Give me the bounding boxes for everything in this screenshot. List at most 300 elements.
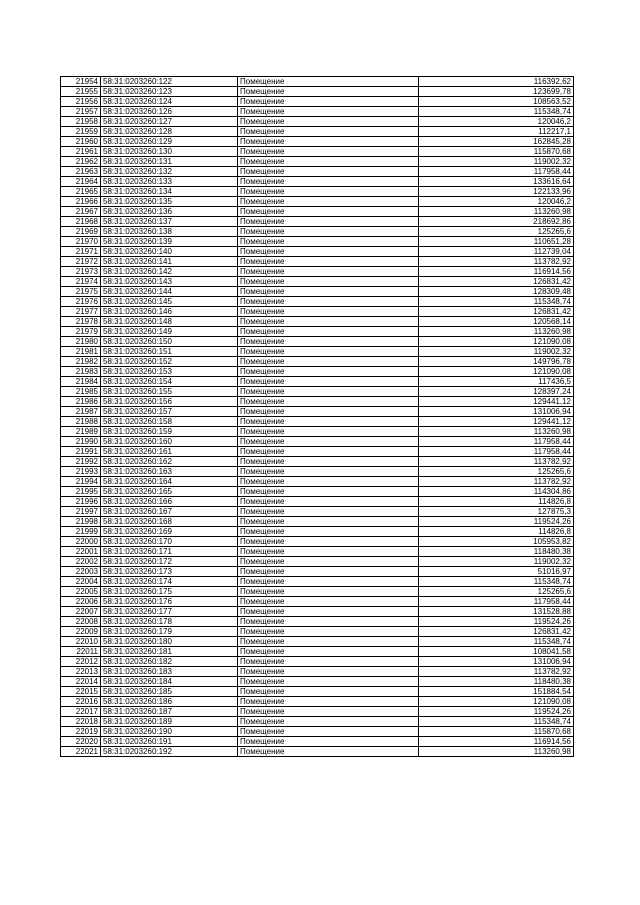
cadastral-value-cell: 112217,1 [419,127,574,137]
object-type-cell: Помещение [238,387,419,397]
table-row [61,737,574,747]
table-row [61,247,574,257]
row-number-cell: 21978 [61,317,101,327]
cadastral-value-cell: 162845,28 [419,137,574,147]
cadastral-value-cell: 114304,86 [419,487,574,497]
table-row [61,87,574,97]
row-number-cell: 21954 [61,77,101,87]
cadastral-value-cell: 117958,44 [419,437,574,447]
row-number-cell: 21983 [61,367,101,377]
object-type-cell: Помещение [238,477,419,487]
cadastral-number-cell: 58:31:0203260:192 [101,747,238,757]
cadastral-value-cell: 116914,56 [419,267,574,277]
row-number-cell: 22006 [61,597,101,607]
cadastral-number-cell: 58:31:0203260:134 [101,187,238,197]
object-type-cell: Помещение [238,267,419,277]
cadastral-value-cell: 121090,08 [419,697,574,707]
cadastral-number-cell: 58:31:0203260:183 [101,667,238,677]
object-type-cell: Помещение [238,437,419,447]
table-row [61,717,574,727]
cadastral-value-cell: 126831,42 [419,307,574,317]
table-row [61,227,574,237]
cadastral-number-cell: 58:31:0203260:154 [101,377,238,387]
table-row [61,497,574,507]
table-row [61,607,574,617]
row-number-cell: 22004 [61,577,101,587]
cadastral-number-cell: 58:31:0203260:156 [101,397,238,407]
table-row [61,77,574,87]
cadastral-number-cell: 58:31:0203260:160 [101,437,238,447]
row-number-cell: 21965 [61,187,101,197]
object-type-cell: Помещение [238,527,419,537]
cadastral-number-cell: 58:31:0203260:149 [101,327,238,337]
cadastral-value-cell: 125265,6 [419,587,574,597]
row-number-cell: 21986 [61,397,101,407]
object-type-cell: Помещение [238,337,419,347]
cadastral-value-cell: 131006,94 [419,407,574,417]
row-number-cell: 21964 [61,177,101,187]
table-row [61,267,574,277]
cadastral-value-cell: 149796,78 [419,357,574,367]
object-type-cell: Помещение [238,607,419,617]
cadastral-number-cell: 58:31:0203260:182 [101,657,238,667]
cadastral-value-cell: 118480,38 [419,677,574,687]
row-number-cell: 21955 [61,87,101,97]
table-row [61,427,574,437]
cadastral-value-cell: 115870,68 [419,147,574,157]
object-type-cell: Помещение [238,707,419,717]
row-number-cell: 21963 [61,167,101,177]
cadastral-number-cell: 58:31:0203260:143 [101,277,238,287]
cadastral-number-cell: 58:31:0203260:173 [101,567,238,577]
object-type-cell: Помещение [238,347,419,357]
object-type-cell: Помещение [238,487,419,497]
object-type-cell: Помещение [238,567,419,577]
object-type-cell: Помещение [238,297,419,307]
table-row [61,137,574,147]
object-type-cell: Помещение [238,197,419,207]
object-type-cell: Помещение [238,277,419,287]
object-type-cell: Помещение [238,637,419,647]
cadastral-value-cell: 112739,04 [419,247,574,257]
row-number-cell: 21974 [61,277,101,287]
table-row [61,627,574,637]
cadastral-number-cell: 58:31:0203260:178 [101,617,238,627]
table-row [61,417,574,427]
cadastral-number-cell: 58:31:0203260:138 [101,227,238,237]
cadastral-table [60,76,574,757]
table-row [61,657,574,667]
cadastral-number-cell: 58:31:0203260:145 [101,297,238,307]
table-row [61,167,574,177]
row-number-cell: 22005 [61,587,101,597]
row-number-cell: 21960 [61,137,101,147]
row-number-cell: 21966 [61,197,101,207]
row-number-cell: 22008 [61,617,101,627]
cadastral-value-cell: 117436,5 [419,377,574,387]
row-number-cell: 22002 [61,557,101,567]
row-number-cell: 21959 [61,127,101,137]
cadastral-value-cell: 126831,42 [419,277,574,287]
table-row [61,477,574,487]
cadastral-value-cell: 117958,44 [419,167,574,177]
cadastral-number-cell: 58:31:0203260:151 [101,347,238,357]
table-row [61,107,574,117]
cadastral-value-cell: 119524,26 [419,707,574,717]
table-row [61,707,574,717]
object-type-cell: Помещение [238,467,419,477]
row-number-cell: 21997 [61,507,101,517]
cadastral-number-cell: 58:31:0203260:155 [101,387,238,397]
object-type-cell: Помещение [238,367,419,377]
table-row [61,507,574,517]
row-number-cell: 21973 [61,267,101,277]
cadastral-value-cell: 115348,74 [419,107,574,117]
cadastral-value-cell: 113782,92 [419,257,574,267]
table-row [61,397,574,407]
table-row [61,667,574,677]
row-number-cell: 22015 [61,687,101,697]
row-number-cell: 21980 [61,337,101,347]
cadastral-value-cell: 51016,97 [419,567,574,577]
row-number-cell: 21989 [61,427,101,437]
cadastral-value-cell: 128397,24 [419,387,574,397]
object-type-cell: Помещение [238,627,419,637]
cadastral-value-cell: 113260,98 [419,327,574,337]
table-row [61,287,574,297]
cadastral-value-cell: 118480,38 [419,547,574,557]
cadastral-number-cell: 58:31:0203260:127 [101,117,238,127]
table-row [61,187,574,197]
table-row [61,297,574,307]
cadastral-number-cell: 58:31:0203260:190 [101,727,238,737]
cadastral-value-cell: 105953,82 [419,537,574,547]
cadastral-value-cell: 110651,28 [419,237,574,247]
cadastral-value-cell: 127875,3 [419,507,574,517]
object-type-cell: Помещение [238,517,419,527]
table-row [61,277,574,287]
table-row [61,97,574,107]
cadastral-number-cell: 58:31:0203260:132 [101,167,238,177]
cadastral-number-cell: 58:31:0203260:191 [101,737,238,747]
table-row [61,677,574,687]
row-number-cell: 21991 [61,447,101,457]
object-type-cell: Помещение [238,227,419,237]
row-number-cell: 21958 [61,117,101,127]
table-row [61,547,574,557]
object-type-cell: Помещение [238,427,419,437]
cadastral-number-cell: 58:31:0203260:122 [101,77,238,87]
row-number-cell: 21957 [61,107,101,117]
table-row [61,337,574,347]
table-row [61,327,574,337]
object-type-cell: Помещение [238,647,419,657]
table-row [61,307,574,317]
cadastral-number-cell: 58:31:0203260:169 [101,527,238,537]
table-row [61,147,574,157]
table-row [61,587,574,597]
table-row [61,387,574,397]
cadastral-number-cell: 58:31:0203260:150 [101,337,238,347]
cadastral-number-cell: 58:31:0203260:163 [101,467,238,477]
table-row [61,687,574,697]
cadastral-number-cell: 58:31:0203260:159 [101,427,238,437]
table-row [61,447,574,457]
table-row [61,527,574,537]
cadastral-number-cell: 58:31:0203260:140 [101,247,238,257]
cadastral-value-cell: 125265,6 [419,467,574,477]
table-row [61,197,574,207]
cadastral-value-cell: 119524,26 [419,517,574,527]
table-row [61,347,574,357]
cadastral-value-cell: 129441,12 [419,397,574,407]
cadastral-value-cell: 113260,98 [419,427,574,437]
object-type-cell: Помещение [238,577,419,587]
object-type-cell: Помещение [238,127,419,137]
cadastral-number-cell: 58:31:0203260:129 [101,137,238,147]
cadastral-number-cell: 58:31:0203260:131 [101,157,238,167]
cadastral-value-cell: 113260,98 [419,747,574,757]
cadastral-value-cell: 119002,32 [419,157,574,167]
row-number-cell: 21969 [61,227,101,237]
object-type-cell: Помещение [238,357,419,367]
row-number-cell: 22010 [61,637,101,647]
cadastral-value-cell: 117958,44 [419,597,574,607]
object-type-cell: Помещение [238,677,419,687]
row-number-cell: 21993 [61,467,101,477]
cadastral-value-cell: 115870,68 [419,727,574,737]
row-number-cell: 21962 [61,157,101,167]
object-type-cell: Помещение [238,657,419,667]
row-number-cell: 21999 [61,527,101,537]
row-number-cell: 22011 [61,647,101,657]
cadastral-value-cell: 218692,86 [419,217,574,227]
object-type-cell: Помещение [238,207,419,217]
row-number-cell: 22012 [61,657,101,667]
cadastral-number-cell: 58:31:0203260:162 [101,457,238,467]
table-row [61,457,574,467]
row-number-cell: 22007 [61,607,101,617]
object-type-cell: Помещение [238,237,419,247]
table-row [61,637,574,647]
row-number-cell: 21987 [61,407,101,417]
row-number-cell: 21982 [61,357,101,367]
object-type-cell: Помещение [238,507,419,517]
row-number-cell: 21961 [61,147,101,157]
cadastral-number-cell: 58:31:0203260:137 [101,217,238,227]
row-number-cell: 22020 [61,737,101,747]
cadastral-number-cell: 58:31:0203260:176 [101,597,238,607]
cadastral-value-cell: 115348,74 [419,717,574,727]
object-type-cell: Помещение [238,597,419,607]
object-type-cell: Помещение [238,187,419,197]
table-row [61,317,574,327]
cadastral-number-cell: 58:31:0203260:164 [101,477,238,487]
cadastral-number-cell: 58:31:0203260:170 [101,537,238,547]
cadastral-value-cell: 115348,74 [419,637,574,647]
object-type-cell: Помещение [238,497,419,507]
object-type-cell: Помещение [238,247,419,257]
object-type-cell: Помещение [238,457,419,467]
row-number-cell: 21988 [61,417,101,427]
cadastral-number-cell: 58:31:0203260:167 [101,507,238,517]
row-number-cell: 22017 [61,707,101,717]
object-type-cell: Помещение [238,697,419,707]
cadastral-number-cell: 58:31:0203260:165 [101,487,238,497]
object-type-cell: Помещение [238,117,419,127]
object-type-cell: Помещение [238,97,419,107]
table-row [61,727,574,737]
cadastral-number-cell: 58:31:0203260:187 [101,707,238,717]
object-type-cell: Помещение [238,747,419,757]
cadastral-number-cell: 58:31:0203260:181 [101,647,238,657]
row-number-cell: 22001 [61,547,101,557]
cadastral-number-cell: 58:31:0203260:171 [101,547,238,557]
object-type-cell: Помещение [238,687,419,697]
row-number-cell: 21977 [61,307,101,317]
row-number-cell: 21975 [61,287,101,297]
cadastral-number-cell: 58:31:0203260:130 [101,147,238,157]
row-number-cell: 22018 [61,717,101,727]
cadastral-number-cell: 58:31:0203260:136 [101,207,238,217]
row-number-cell: 21990 [61,437,101,447]
object-type-cell: Помещение [238,587,419,597]
table-body [61,77,574,757]
object-type-cell: Помещение [238,87,419,97]
table-row [61,157,574,167]
row-number-cell: 21967 [61,207,101,217]
row-number-cell: 21995 [61,487,101,497]
row-number-cell: 21956 [61,97,101,107]
table-row [61,577,574,587]
object-type-cell: Помещение [238,667,419,677]
table-row [61,237,574,247]
row-number-cell: 22013 [61,667,101,677]
table-row [61,117,574,127]
table-row [61,697,574,707]
table-row [61,537,574,547]
table-row [61,377,574,387]
table-row [61,437,574,447]
cadastral-value-cell: 116914,56 [419,737,574,747]
cadastral-number-cell: 58:31:0203260:172 [101,557,238,567]
cadastral-number-cell: 58:31:0203260:166 [101,497,238,507]
object-type-cell: Помещение [238,717,419,727]
cadastral-value-cell: 133616,64 [419,177,574,187]
cadastral-value-cell: 126831,42 [419,627,574,637]
cadastral-value-cell: 120568,14 [419,317,574,327]
cadastral-value-cell: 114826,8 [419,527,574,537]
object-type-cell: Помещение [238,317,419,327]
table-row [61,557,574,567]
row-number-cell: 21968 [61,217,101,227]
cadastral-value-cell: 122133,96 [419,187,574,197]
cadastral-value-cell: 113782,92 [419,477,574,487]
cadastral-number-cell: 58:31:0203260:158 [101,417,238,427]
row-number-cell: 21976 [61,297,101,307]
object-type-cell: Помещение [238,417,419,427]
object-type-cell: Помещение [238,447,419,457]
row-number-cell: 21972 [61,257,101,267]
cadastral-number-cell: 58:31:0203260:124 [101,97,238,107]
cadastral-value-cell: 151884,54 [419,687,574,697]
table-row [61,367,574,377]
cadastral-number-cell: 58:31:0203260:175 [101,587,238,597]
table-row [61,257,574,267]
cadastral-number-cell: 58:31:0203260:123 [101,87,238,97]
object-type-cell: Помещение [238,257,419,267]
table-row [61,597,574,607]
object-type-cell: Помещение [238,147,419,157]
table-row [61,407,574,417]
cadastral-number-cell: 58:31:0203260:148 [101,317,238,327]
row-number-cell: 22016 [61,697,101,707]
row-number-cell: 21985 [61,387,101,397]
table-row [61,647,574,657]
table-row [61,127,574,137]
cadastral-value-cell: 113782,92 [419,667,574,677]
cadastral-number-cell: 58:31:0203260:185 [101,687,238,697]
cadastral-value-cell: 119002,32 [419,347,574,357]
cadastral-value-cell: 131006,94 [419,657,574,667]
cadastral-value-cell: 131528,88 [419,607,574,617]
object-type-cell: Помещение [238,177,419,187]
cadastral-number-cell: 58:31:0203260:144 [101,287,238,297]
object-type-cell: Помещение [238,307,419,317]
cadastral-number-cell: 58:31:0203260:153 [101,367,238,377]
cadastral-number-cell: 58:31:0203260:184 [101,677,238,687]
cadastral-value-cell: 113260,98 [419,207,574,217]
cadastral-number-cell: 58:31:0203260:146 [101,307,238,317]
table-row [61,177,574,187]
object-type-cell: Помещение [238,397,419,407]
cadastral-value-cell: 115348,74 [419,577,574,587]
cadastral-value-cell: 115348,74 [419,297,574,307]
cadastral-value-cell: 114826,8 [419,497,574,507]
row-number-cell: 21996 [61,497,101,507]
table-row [61,747,574,757]
object-type-cell: Помещение [238,107,419,117]
row-number-cell: 21970 [61,237,101,247]
cadastral-number-cell: 58:31:0203260:161 [101,447,238,457]
cadastral-value-cell: 121090,08 [419,367,574,377]
cadastral-value-cell: 108041,58 [419,647,574,657]
object-type-cell: Помещение [238,77,419,87]
cadastral-value-cell: 116392,62 [419,77,574,87]
table-row [61,207,574,217]
cadastral-number-cell: 58:31:0203260:141 [101,257,238,267]
row-number-cell: 22019 [61,727,101,737]
cadastral-number-cell: 58:31:0203260:168 [101,517,238,527]
row-number-cell: 21981 [61,347,101,357]
cadastral-number-cell: 58:31:0203260:133 [101,177,238,187]
row-number-cell: 22021 [61,747,101,757]
cadastral-value-cell: 119524,26 [419,617,574,627]
object-type-cell: Помещение [238,617,419,627]
object-type-cell: Помещение [238,737,419,747]
cadastral-number-cell: 58:31:0203260:179 [101,627,238,637]
cadastral-number-cell: 58:31:0203260:186 [101,697,238,707]
object-type-cell: Помещение [238,547,419,557]
row-number-cell: 22014 [61,677,101,687]
row-number-cell: 21998 [61,517,101,527]
cadastral-number-cell: 58:31:0203260:139 [101,237,238,247]
cadastral-number-cell: 58:31:0203260:128 [101,127,238,137]
cadastral-value-cell: 113782,92 [419,457,574,467]
cadastral-value-cell: 121090,08 [419,337,574,347]
cadastral-value-cell: 128309,48 [419,287,574,297]
row-number-cell: 21994 [61,477,101,487]
